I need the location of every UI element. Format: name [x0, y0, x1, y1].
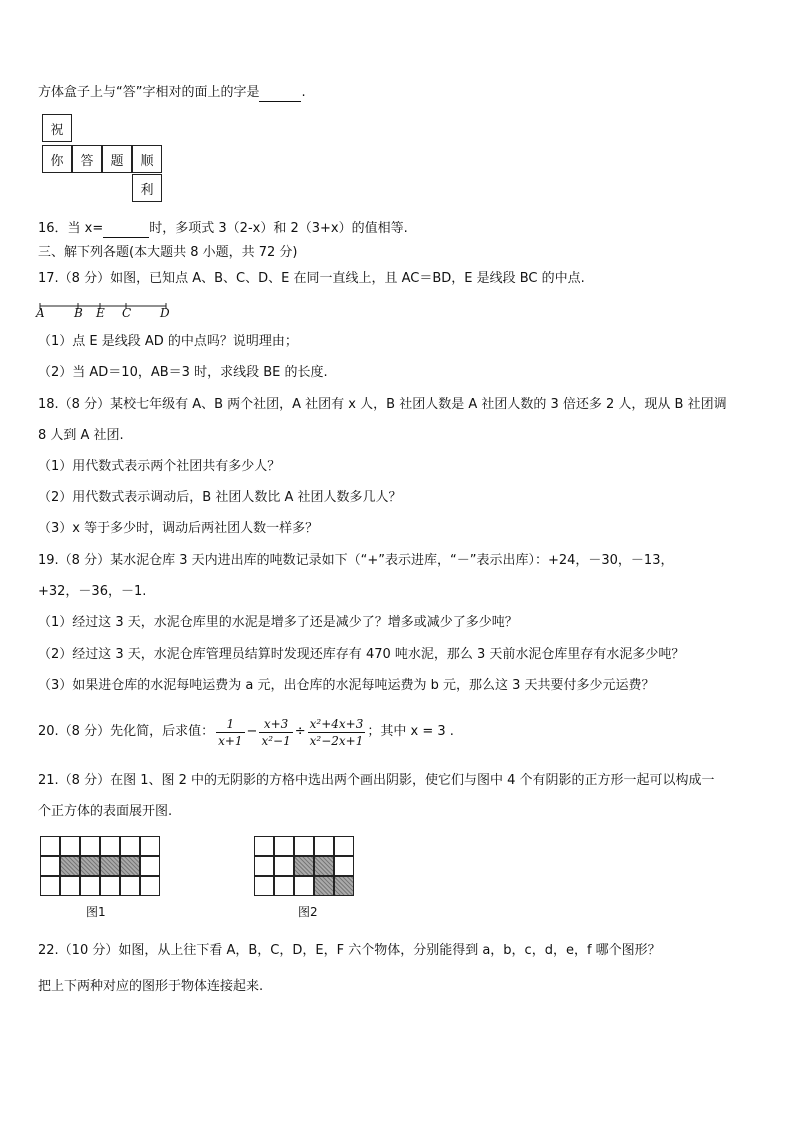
shaded-grid-cell[interactable] — [314, 856, 334, 876]
shaded-grid-cell[interactable] — [100, 856, 120, 876]
q18-sub2: （2）用代数式表示调动后，B 社团人数比 A 社团人数多几人？ — [38, 490, 402, 505]
point-e-label: E — [96, 306, 105, 320]
point-a-label: A — [36, 306, 45, 320]
grid-cell[interactable] — [274, 836, 294, 856]
grid-cell[interactable] — [120, 876, 140, 896]
grid-cell[interactable] — [40, 856, 60, 876]
q22-line2: 把上下两种对应的图形于物体连接起来. — [38, 979, 264, 994]
section-3-heading: 三、解下列各题(本大题共 8 小题，共 72 分) — [38, 245, 298, 260]
shaded-grid-cell[interactable] — [80, 856, 100, 876]
q19-sub2: （2）经过这 3 天，水泥仓库管理员结算时发现还库存有 470 吨水泥，那么 3 天前水泥仓库里存有水泥多少吨？ — [38, 647, 685, 662]
grid-cell[interactable] — [254, 856, 274, 876]
q15-answer-blank[interactable] — [259, 87, 301, 102]
grid-cell[interactable] — [274, 876, 294, 896]
q17-sub2: （2）当 AD＝10，AB＝3 时，求线段 BE 的长度. — [38, 365, 328, 380]
grid-cell[interactable] — [254, 876, 274, 896]
q17-stem: 17.（8 分）如图，已知点 A、B、C、D、E 在同一直线上，且 AC＝BD，E 是线段 BC 的中点. — [38, 271, 585, 286]
shaded-grid-cell[interactable] — [60, 856, 80, 876]
q16 — [38, 220, 408, 238]
fraction-2 — [259, 716, 292, 749]
grid-cell[interactable] — [334, 856, 354, 876]
grid-cell[interactable] — [40, 836, 60, 856]
grid-cell[interactable] — [80, 836, 100, 856]
shaded-grid-cell[interactable] — [314, 876, 334, 896]
f2-numerator: x+3 — [263, 716, 289, 731]
f3-numerator: x²+4x+3 — [309, 716, 364, 731]
q22-line1: 22.（10 分）如图，从上往下看 A，B，C，D，E，F 六个物体，分别能得到 a，b，c，d，e，f 哪个图形？ — [38, 943, 661, 958]
grid-cell[interactable] — [80, 876, 100, 896]
q15-end: . — [301, 85, 306, 100]
net-cell-ni: 你 — [42, 145, 72, 173]
grid-cell[interactable] — [60, 836, 80, 856]
grid-cell[interactable] — [294, 876, 314, 896]
grid-cell[interactable] — [140, 836, 160, 856]
q18-sub3: （3）x 等于多少时，调动后两社团人数一样多？ — [38, 521, 319, 536]
q19-line2: +32，－36，－1. — [38, 584, 147, 599]
q19-sub1: （1）经过这 3 天，水泥仓库里的水泥是增多了还是减少了？增多或减少了多少吨？ — [38, 615, 518, 630]
q17-sub1: （1）点 E 是线段 AD 的中点吗？说明理由； — [38, 334, 298, 349]
q19-line1: 19.（8 分）某水泥仓库 3 天内进出库的吨数记录如下（“+”表示进库，“－”表示出库）：+24，－30，－13， — [38, 553, 674, 568]
grid-cell[interactable] — [100, 836, 120, 856]
grid-cell[interactable] — [120, 836, 140, 856]
net-cell-da: 答 — [72, 145, 102, 173]
grid-cell[interactable] — [254, 836, 274, 856]
divide-sign: ÷ — [294, 724, 306, 739]
f3-denominator: x²−2x+1 — [309, 733, 364, 748]
cube-net-figure — [42, 114, 166, 202]
grid-cell[interactable] — [334, 836, 354, 856]
grid-cell[interactable] — [314, 836, 334, 856]
q15-text: 方体盒子上与“答”字相对的面上的字是 — [38, 85, 260, 100]
grid-cell[interactable] — [40, 876, 60, 896]
net-cell-zhu: 祝 — [42, 114, 72, 142]
figure-1-caption: 图1 — [86, 905, 106, 919]
grid-cell[interactable] — [140, 856, 160, 876]
figure-1-grid — [40, 836, 164, 900]
q21-line1: 21.（8 分）在图 1、图 2 中的无阴影的方格中选出两个画出阴影，使它们与图中 4 个有阴影的正方形一起可以构成一 — [38, 773, 715, 788]
grid-cell[interactable] — [274, 856, 294, 876]
shaded-grid-cell[interactable] — [120, 856, 140, 876]
q19-sub3: （3）如果进仓库的水泥每吨运费为 a 元，出仓库的水泥每吨运费为 b 元，那么这 3 天共要付多少元运费？ — [38, 678, 655, 693]
q20-prefix: 20.（8 分）先化简，后求值： — [38, 724, 215, 739]
shaded-grid-cell[interactable] — [294, 856, 314, 876]
net-cell-shun: 顺 — [132, 145, 162, 173]
f2-denominator: x²−1 — [261, 733, 291, 748]
grid-cell[interactable] — [294, 836, 314, 856]
q17-number-line — [36, 300, 172, 320]
q16-prefix: 16．当 x= — [38, 221, 104, 236]
q16-suffix: 时，多项式 3（2-x）和 2（3+x）的值相等. — [149, 221, 408, 236]
q20-suffix: ；其中 x = 3 . — [367, 724, 454, 739]
net-cell-ti: 题 — [102, 145, 132, 173]
fraction-3 — [308, 716, 366, 749]
figure-2-grid[interactable] — [254, 836, 358, 900]
point-c-label: C — [122, 306, 132, 320]
fraction-1 — [216, 716, 244, 749]
grid-cell[interactable] — [100, 876, 120, 896]
net-cell-li: 利 — [132, 174, 162, 202]
q21-line2: 个正方体的表面展开图. — [38, 804, 173, 819]
shaded-grid-cell[interactable] — [334, 876, 354, 896]
q18-sub1: （1）用代数式表示两个社团共有多少人？ — [38, 459, 281, 474]
point-d-label: D — [160, 306, 170, 320]
point-b-label: B — [74, 306, 83, 320]
f1-denominator: x+1 — [218, 733, 243, 748]
figure-2-caption: 图2 — [298, 905, 318, 919]
grid-cell[interactable] — [60, 876, 80, 896]
q20 — [38, 712, 454, 752]
q18-line1: 18.（8 分）某校七年级有 A、B 两个社团，A 社团有 x 人，B 社团人数是 A 社团人数的 3 倍还多 2 人，现从 B 社团调 — [38, 397, 727, 412]
minus-sign: − — [246, 724, 258, 739]
q15-tail — [38, 84, 306, 102]
grid-cell[interactable] — [140, 876, 160, 896]
f1-numerator: 1 — [226, 716, 235, 731]
q18-line2: 8 人到 A 社团. — [38, 428, 124, 443]
q16-answer-blank[interactable] — [103, 223, 149, 238]
